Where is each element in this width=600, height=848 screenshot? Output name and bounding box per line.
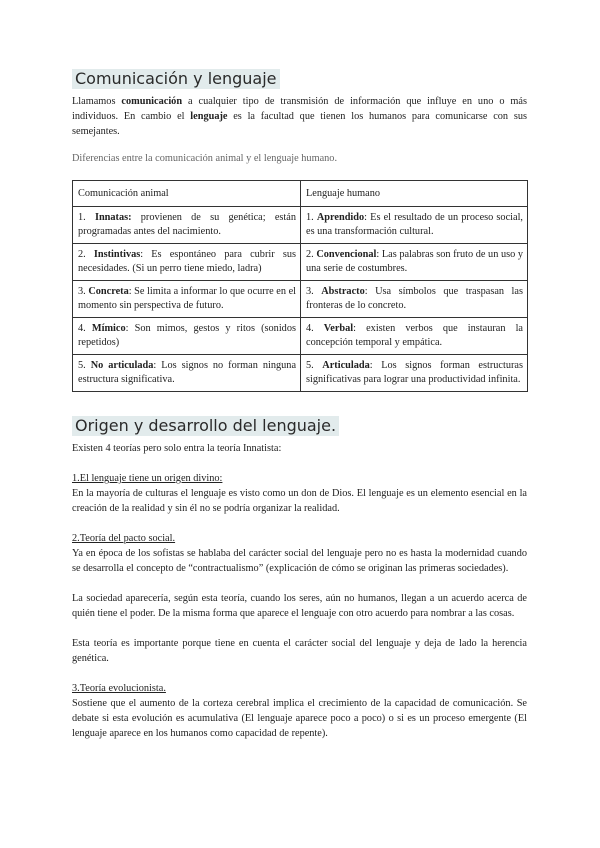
intro-paragraph — [72, 94, 527, 139]
table-cell-human: 4. Verbal: existen verbos que instauran la concepción temporal y empática. — [301, 318, 528, 355]
theory-1-heading: 1.El lenguaje tiene un origen divino: — [72, 473, 223, 484]
table-cell-animal: 5. No articulada: Los signos no forman ninguna estructura significativa. — [73, 355, 301, 392]
origin-section-body — [72, 441, 527, 741]
column-header-animal: Comunicación animal — [73, 181, 301, 207]
intro-text-3: es la facultad que tienen los humanos para comunicarse con sus semejantes. — [72, 111, 527, 137]
column-header-human: Lenguaje humano — [301, 181, 528, 207]
section-title-comunicacion: Comunicación y lenguaje — [72, 69, 280, 89]
theory-1-text: En la mayoría de culturas el lenguaje es visto como un don de Dios. El lenguaje es un elemento esencial en la creación de la realidad y sin él no se podría organizar la realidad. — [72, 488, 527, 514]
table-cell-human: 5. Articulada: Los signos forman estructuras significativas para lograr una productividad infinita. — [301, 355, 528, 392]
table-cell-animal: 3. Concreta: Se limita a informar lo que ocurre en el momento sin perspectiva de futuro. — [73, 281, 301, 318]
table-cell-human: 2. Convencional: Las palabras son fruto de un uso y una serie de costumbres. — [301, 244, 528, 281]
table-cell-animal: 1. Innatas: provienen de su genética; están programadas antes del nacimiento. — [73, 207, 301, 244]
theory-2-paragraph: Ya en época de los sofistas se hablaba del carácter social del lenguaje pero no es hasta la modernidad cuando se desarrolla el concepto de “contractualismo” (explicación de cómo se originan las primeras sociedades). — [72, 548, 527, 574]
theories-intro: Existen 4 teorías pero solo entra la teoría Innatista: — [72, 443, 282, 454]
table-row — [73, 355, 528, 392]
table-cell-human: 3. Abstracto: Usa símbolos que traspasan las fronteras de lo concreto. — [301, 281, 528, 318]
table-row — [73, 207, 528, 244]
term-comunicacion: comunicación — [121, 96, 183, 107]
table-cell-human: 1. Aprendido: Es el resultado de un proceso social, es una transformación cultural. — [301, 207, 528, 244]
theory-2-paragraph: La sociedad aparecería, según esta teoría, cuando los seres, aún no humanos, llegan a un acuerdo acerca de quién tiene el poder. De la misma forma que aparece el lenguaje con otro acuerdo para nombrar a las cosas. — [72, 593, 527, 619]
intro-text-1: Llamamos — [72, 96, 122, 107]
theory-3-text: Sostiene que el aumento de la corteza cerebral implica el crecimiento de la capacidad de comunicación. Se debate si esta evolución es acumulativa (El lenguaje aparece poco a poco) o si es un proceso emergente (El lenguaje aparece en los humanos como capacidad de repente). — [72, 698, 527, 739]
comparison-table — [72, 180, 528, 392]
theory-3-heading: 3.Teoría evolucionista. — [72, 683, 166, 694]
table-row — [73, 281, 528, 318]
table-cell-animal: 4. Mímico: Son mimos, gestos y ritos (sonidos repetidos) — [73, 318, 301, 355]
table-row — [73, 318, 528, 355]
table-cell-animal: 2. Instintivas: Es espontáneo para cubrir sus necesidades. (Si un perro tiene miedo, ladra) — [73, 244, 301, 281]
theory-2-heading: 2.Teoría del pacto social. — [72, 533, 176, 544]
intro-text-2: a cualquier tipo de transmisión de información que influye en uno o más individuos. En cambio el — [72, 96, 527, 122]
table-row — [73, 244, 528, 281]
theory-2-paragraph: Esta teoría es importante porque tiene en cuenta el carácter social del lenguaje y deja de lado la herencia genética. — [72, 638, 527, 664]
term-lenguaje: lenguaje — [190, 111, 228, 122]
section-title-origen: Origen y desarrollo del lenguaje. — [72, 416, 339, 436]
table-caption: Diferencias entre la comunicación animal y el lenguaje humano. — [72, 153, 338, 164]
table-header-row — [73, 181, 528, 207]
